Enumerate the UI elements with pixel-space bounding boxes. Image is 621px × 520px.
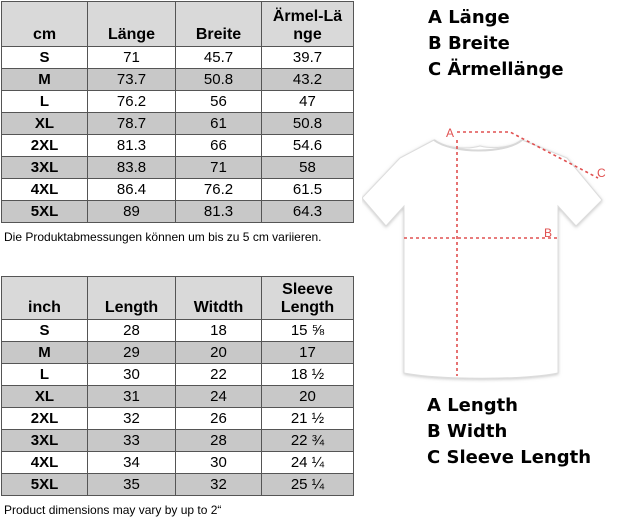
legend-item-c: C Sleeve Length <box>427 447 592 468</box>
table-row <box>2 201 354 223</box>
table-row <box>2 408 354 430</box>
table-row <box>2 69 354 91</box>
table-row <box>2 430 354 452</box>
size-cell: 4XL <box>2 452 88 474</box>
marker-c: C <box>597 166 606 180</box>
width-cell: 71 <box>176 157 262 179</box>
size-cell: L <box>2 91 88 113</box>
length-cell: 73.7 <box>88 69 176 91</box>
measurement-legend-de <box>428 5 564 83</box>
table-row <box>2 113 354 135</box>
size-cell: S <box>2 320 88 342</box>
column-header-sleeve-length: Ärmel-Länge <box>262 2 354 47</box>
column-header-unit: cm <box>2 2 88 47</box>
table-header-row <box>2 277 354 320</box>
sleeve-length-cell: 64.3 <box>262 201 354 223</box>
size-cell: XL <box>2 113 88 135</box>
length-cell: 33 <box>88 430 176 452</box>
size-cell: 2XL <box>2 408 88 430</box>
size-cell: S <box>2 47 88 69</box>
width-cell: 66 <box>176 135 262 157</box>
legend-item-a: A Length <box>427 395 518 416</box>
length-cell: 81.3 <box>88 135 176 157</box>
width-cell: 76.2 <box>176 179 262 201</box>
table-row <box>2 47 354 69</box>
column-header-width: Breite <box>176 2 262 47</box>
table-header-row <box>2 2 354 47</box>
size-cell: 2XL <box>2 135 88 157</box>
sleeve-length-cell: 50.8 <box>262 113 354 135</box>
sleeve-length-cell: 43.2 <box>262 69 354 91</box>
width-cell: 20 <box>176 342 262 364</box>
tshirt-measurement-diagram <box>362 118 612 383</box>
tshirt-icon <box>362 140 602 378</box>
length-cell: 86.4 <box>88 179 176 201</box>
length-cell: 78.7 <box>88 113 176 135</box>
width-cell: 28 <box>176 430 262 452</box>
table-row <box>2 135 354 157</box>
length-cell: 29 <box>88 342 176 364</box>
width-cell: 24 <box>176 386 262 408</box>
length-cell: 76.2 <box>88 91 176 113</box>
sleeve-length-cell: 21 ½ <box>262 408 354 430</box>
size-cell: M <box>2 69 88 91</box>
sleeve-length-cell: 18 ½ <box>262 364 354 386</box>
legend-item-b: B Breite <box>428 33 510 54</box>
length-cell: 28 <box>88 320 176 342</box>
length-cell: 30 <box>88 364 176 386</box>
sleeve-length-cell: 20 <box>262 386 354 408</box>
column-header-length: Länge <box>88 2 176 47</box>
sleeve-length-cell: 24 ¼ <box>262 452 354 474</box>
sleeve-length-cell: 22 ¾ <box>262 430 354 452</box>
table-row <box>2 179 354 201</box>
table-row <box>2 320 354 342</box>
width-cell: 18 <box>176 320 262 342</box>
legend-item-c: C Ärmellänge <box>428 59 564 80</box>
column-header-length: Length <box>88 277 176 320</box>
length-cell: 71 <box>88 47 176 69</box>
width-cell: 81.3 <box>176 201 262 223</box>
length-cell: 34 <box>88 452 176 474</box>
size-variance-note-de: Die Produktabmessungen können um bis zu 5 cm variieren. <box>4 230 322 244</box>
width-cell: 45.7 <box>176 47 262 69</box>
size-cell: 4XL <box>2 179 88 201</box>
length-cell: 32 <box>88 408 176 430</box>
size-cell: 3XL <box>2 157 88 179</box>
measurement-legend-en <box>427 393 591 471</box>
table-row <box>2 474 354 496</box>
size-variance-note-en: Product dimensions may vary by up to 2“ <box>4 503 222 517</box>
length-cell: 83.8 <box>88 157 176 179</box>
width-cell: 30 <box>176 452 262 474</box>
size-cell: XL <box>2 386 88 408</box>
sleeve-length-cell: 39.7 <box>262 47 354 69</box>
length-cell: 89 <box>88 201 176 223</box>
size-cell: L <box>2 364 88 386</box>
width-cell: 22 <box>176 364 262 386</box>
table-row <box>2 157 354 179</box>
sleeve-length-cell: 58 <box>262 157 354 179</box>
sleeve-length-cell: 25 ¼ <box>262 474 354 496</box>
table-row <box>2 452 354 474</box>
legend-item-b: B Width <box>427 421 508 442</box>
size-cell: 5XL <box>2 474 88 496</box>
width-cell: 50.8 <box>176 69 262 91</box>
table-row <box>2 364 354 386</box>
width-cell: 26 <box>176 408 262 430</box>
column-header-width: Witdth <box>176 277 262 320</box>
size-table-inch <box>1 276 354 496</box>
marker-b: B <box>544 226 553 240</box>
size-table-cm <box>1 1 354 223</box>
column-header-sleeve-length: Sleeve Length <box>262 277 354 320</box>
table-row <box>2 342 354 364</box>
size-cell: M <box>2 342 88 364</box>
length-cell: 35 <box>88 474 176 496</box>
column-header-unit: inch <box>2 277 88 320</box>
size-cell: 5XL <box>2 201 88 223</box>
marker-a: A <box>446 126 455 140</box>
sleeve-length-cell: 54.6 <box>262 135 354 157</box>
length-cell: 31 <box>88 386 176 408</box>
width-cell: 56 <box>176 91 262 113</box>
sleeve-length-cell: 61.5 <box>262 179 354 201</box>
width-cell: 61 <box>176 113 262 135</box>
table-row <box>2 386 354 408</box>
width-cell: 32 <box>176 474 262 496</box>
size-cell: 3XL <box>2 430 88 452</box>
sleeve-length-cell: 15 ⅝ <box>262 320 354 342</box>
legend-item-a: A Länge <box>428 7 510 28</box>
sleeve-length-cell: 17 <box>262 342 354 364</box>
table-row <box>2 91 354 113</box>
sleeve-length-cell: 47 <box>262 91 354 113</box>
